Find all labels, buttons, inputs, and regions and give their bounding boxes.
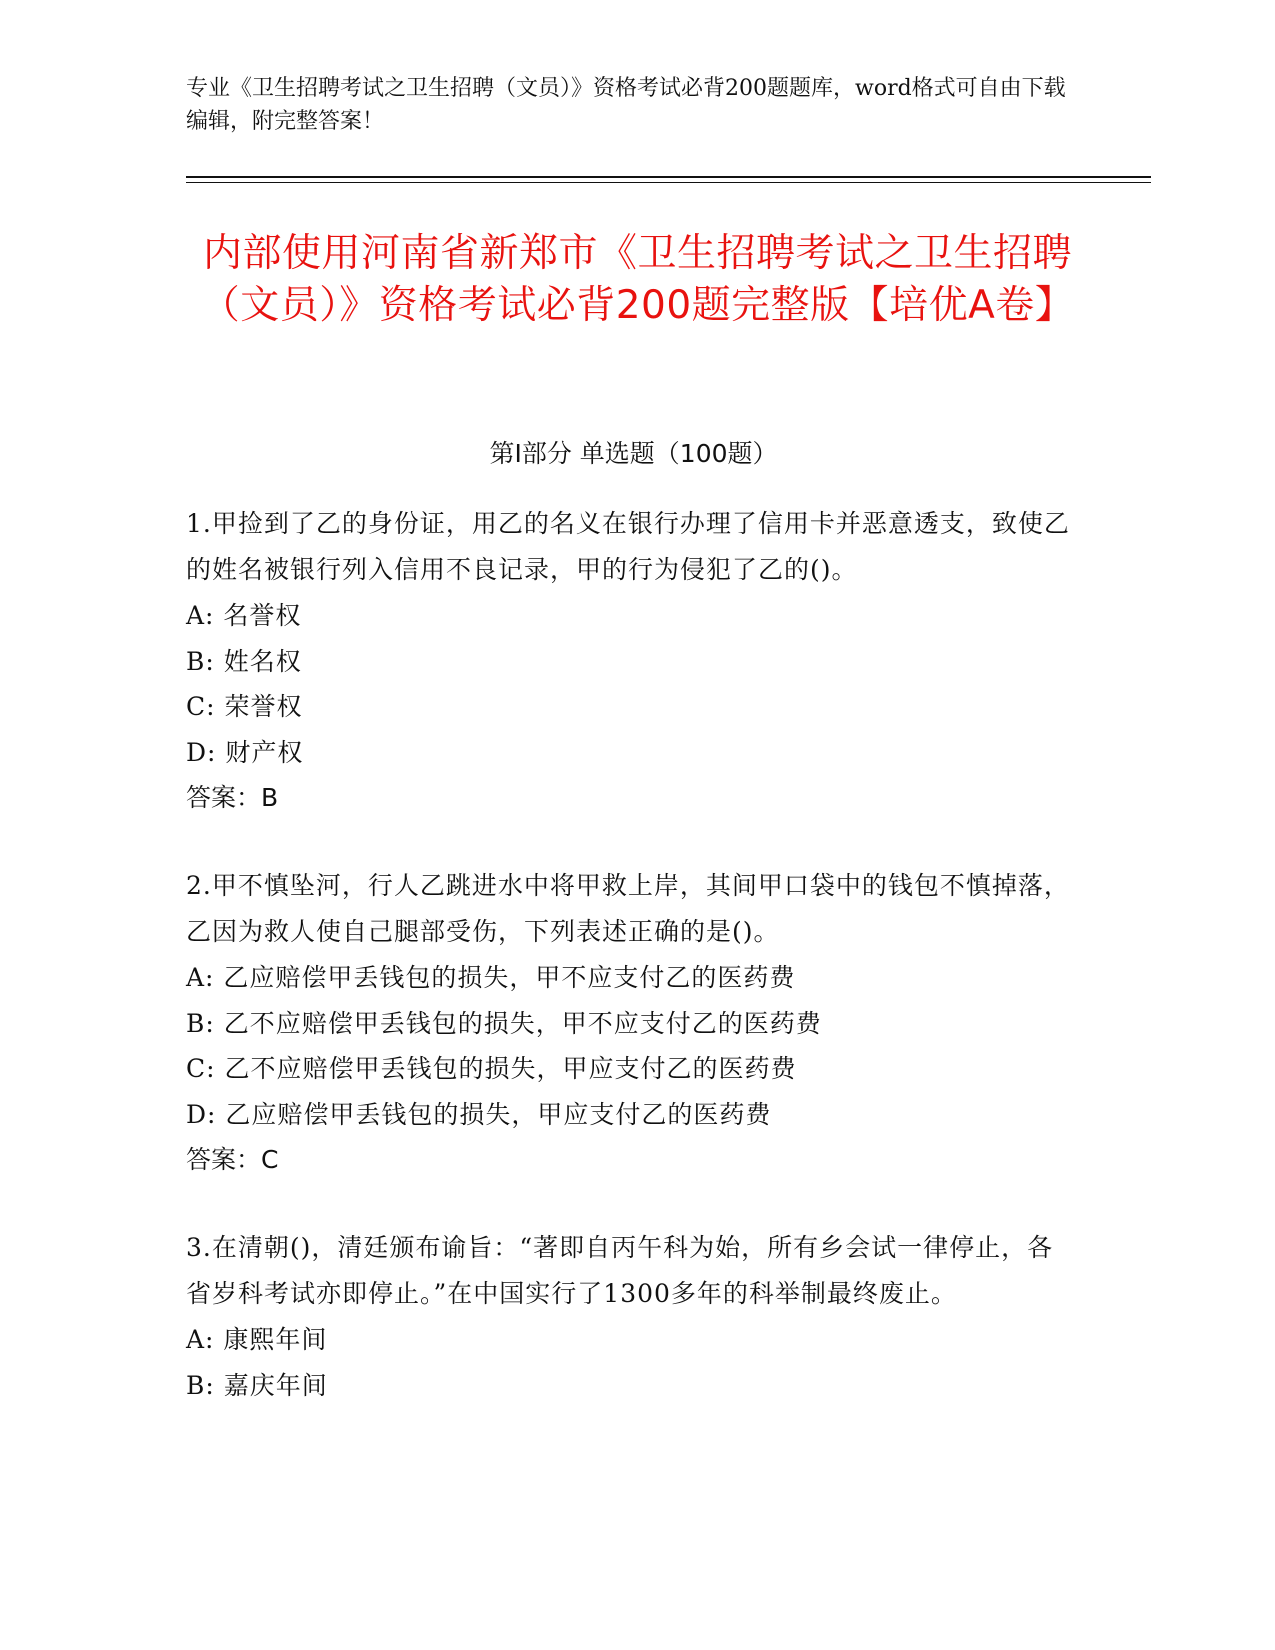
header-rule-thick xyxy=(186,176,1151,178)
question-text: 2.甲不慎坠河，行人乙跳进水中将甲救上岸，其间甲口袋中的钱包不慎掉落，乙因为救人使自己腿部受伤，下列表述正确的是()。 xyxy=(186,871,1070,946)
option-d: D: 乙应赔偿甲丢钱包的损失，甲应支付乙的医药费 xyxy=(186,1099,772,1129)
answer-line: 答案：B xyxy=(186,783,279,812)
question-1 xyxy=(186,501,1076,821)
question-2 xyxy=(186,863,1076,1183)
document-title: 内部使用河南省新郑市《卫生招聘考试之卫生招聘（文员）》资格考试必背200题完整版【培优A卷】 xyxy=(200,231,1075,328)
option-b: B: 乙不应赔偿甲丢钱包的损失，甲不应支付乙的医药费 xyxy=(186,1008,822,1038)
header-rule-thin xyxy=(186,182,1151,183)
question-text: 1.甲捡到了乙的身份证，用乙的名义在银行办理了信用卡并恶意透支，致使乙的姓名被银行列入信用不良记录，甲的行为侵犯了乙的()。 xyxy=(186,509,1070,584)
section-heading: 第I部分 单选题（100题） xyxy=(489,439,778,468)
header-note: 专业《卫生招聘考试之卫生招聘（文员）》资格考试必背200题题库，word格式可自由下载编辑，附完整答案！ xyxy=(186,76,1066,134)
option-c: C: 荣誉权 xyxy=(186,692,303,721)
option-a: A: 乙应赔偿甲丢钱包的损失，甲不应支付乙的医药费 xyxy=(186,963,796,992)
option-a: A: 康熙年间 xyxy=(186,1325,328,1354)
question-text: 3.在清朝()，清廷颁布谕旨：“著即自丙午科为始，所有乡会试一律停止，各省岁科考试亦即停止。”在中国实行了1300多年的科举制最终废止。 xyxy=(186,1233,1054,1308)
answer-line: 答案：C xyxy=(186,1145,279,1174)
option-d: D: 财产权 xyxy=(186,737,304,767)
option-c: C: 乙不应赔偿甲丢钱包的损失，甲应支付乙的医药费 xyxy=(186,1054,797,1083)
option-b: B: 姓名权 xyxy=(186,646,302,676)
question-3 xyxy=(186,1225,1076,1408)
option-a: A: 名誉权 xyxy=(186,601,302,630)
option-b: B: 嘉庆年间 xyxy=(186,1370,328,1400)
